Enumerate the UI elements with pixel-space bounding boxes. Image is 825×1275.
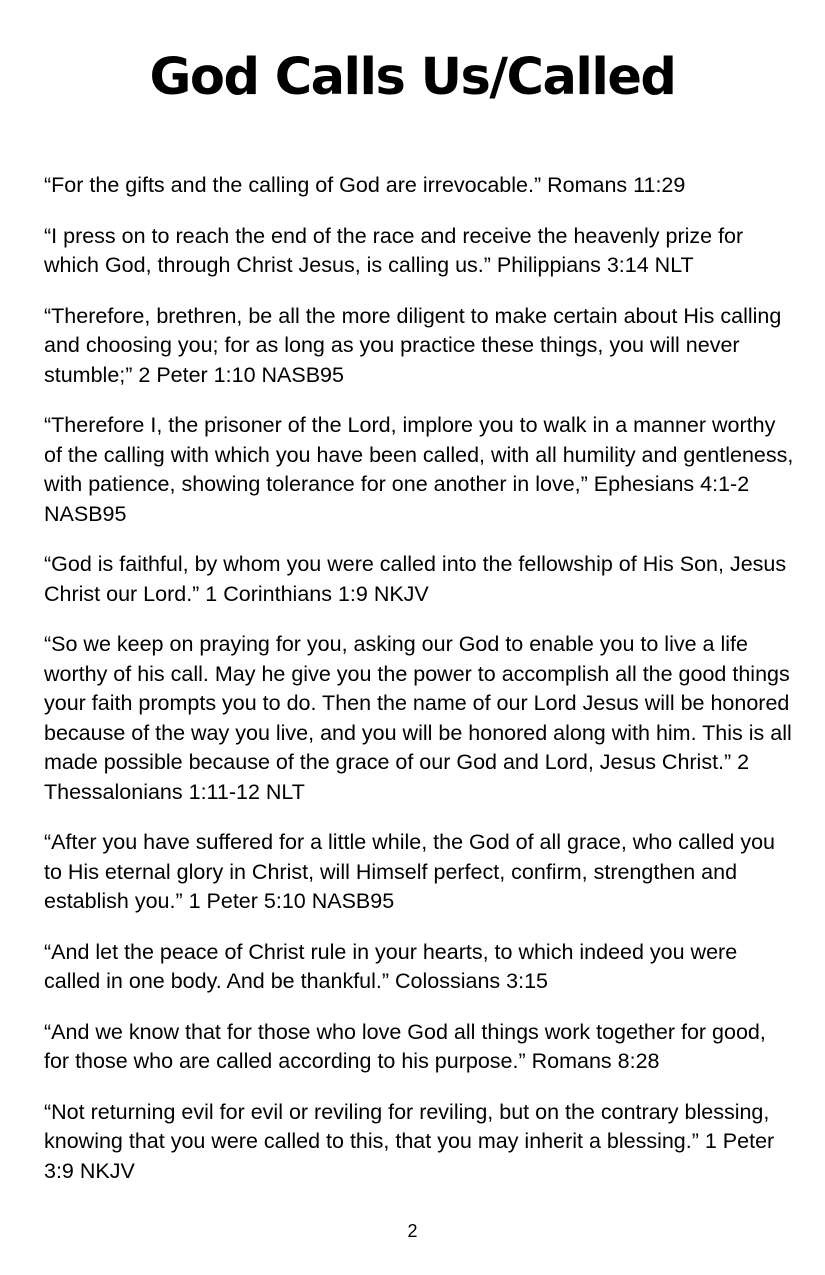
verse-colossians-3-15: “And let the peace of Christ rule in your hearts, to which indeed you were called in one body. And be thankful.” Colossians 3:15 xyxy=(44,939,738,993)
page-number: 2 xyxy=(407,1221,418,1241)
verse-2-peter-1-10: “Therefore, brethren, be all the more diligent to make certain about His calling and choosing you; for as long as you practice these things, you will never stumble;” 2 Peter 1:10 NASB95 xyxy=(44,303,782,387)
verse-2-thessalonians-1-11-12: “So we keep on praying for you, asking our God to enable you to live a life worthy of his call. May he give you the power to accomplish all the good things your faith prompts you to do. Then the name of our Lord Jesus will be honored because of the way you live, and you will be honored along with him. This is all made possible because of the grace of our God and Lord, Jesus Christ.” 2 Thessalonians 1:11-12 NLT xyxy=(44,632,792,804)
page-title: God Calls Us/Called xyxy=(149,48,676,107)
verse-philippians-3-14: “I press on to reach the end of the race and receive the heavenly prize for which God, through Christ Jesus, is calling us.” Philippians 3:14 NLT xyxy=(44,223,744,277)
verse-1-peter-3-9: “Not returning evil for evil or reviling for reviling, but on the contrary blessing, knowing that you were called to this, that you may inherit a blessing.” 1 Peter 3:9 NKJV xyxy=(44,1099,775,1183)
verse-1-peter-5-10: “After you have suffered for a little while, the God of all grace, who called you to His eternal glory in Christ, will Himself perfect, confirm, strengthen and establish you.” 1 Peter 5:10 NASB95 xyxy=(44,830,775,913)
verse-ephesians-4-1-2: “Therefore I, the prisoner of the Lord, implore you to walk in a manner worthy of the calling with which you have been called, with all humility and gentleness, with patience, showing tolerance for one another in love,” Ephesians 4:1-2 NASB95 xyxy=(44,413,794,526)
verse-romans-11-29: “For the gifts and the calling of God are irrevocable.” Romans 11:29 xyxy=(44,173,686,197)
verse-list xyxy=(44,171,796,1207)
verse-romans-8-28: “And we know that for those who love God all things work together for good, for those who are called according to his purpose.” Romans 8:28 xyxy=(44,1019,766,1073)
verse-1-corinthians-1-9: “God is faithful, by whom you were called into the fellowship of His Son, Jesus Christ our Lord.” 1 Corinthians 1:9 NKJV xyxy=(44,552,787,606)
